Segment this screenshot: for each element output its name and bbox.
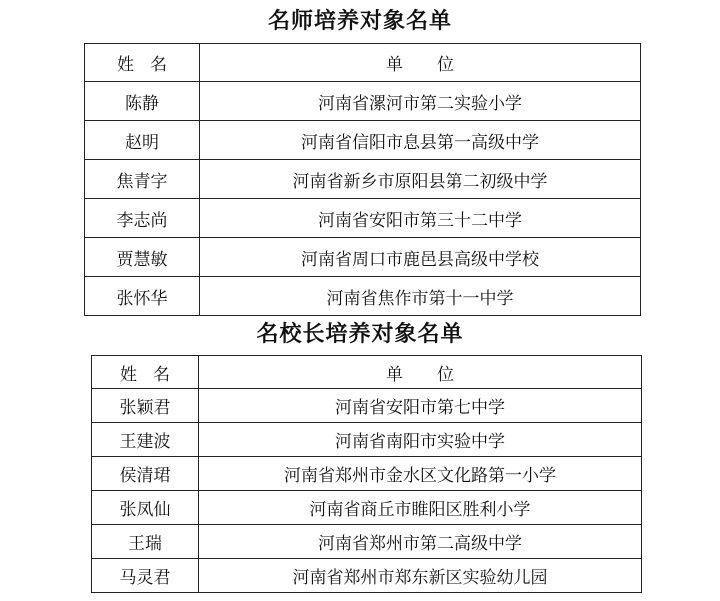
unit-cell: 河南省安阳市第三十二中学: [200, 199, 641, 238]
name-cell: 张凤仙: [92, 491, 199, 525]
name-cell: 赵明: [85, 121, 200, 160]
table-header-row: [92, 356, 642, 389]
unit-cell: 河南省商丘市睢阳区胜利小学: [199, 491, 642, 525]
column-header-unit: [199, 356, 642, 389]
unit-cell: 河南省郑州市金水区文化路第一小学: [199, 457, 642, 491]
header-unit-char-2: 位: [437, 364, 454, 385]
column-header-unit: [200, 44, 641, 82]
header-name-char-2: 名: [150, 55, 167, 75]
table-row: [85, 160, 641, 199]
teacher-roster-table: [84, 43, 641, 316]
table-row: [92, 525, 642, 559]
table-row: [92, 559, 642, 593]
name-cell: 张怀华: [85, 277, 200, 316]
table-row: [92, 457, 642, 491]
name-cell: 陈静: [85, 82, 200, 121]
unit-cell: 河南省漯河市第二实验小学: [200, 82, 641, 121]
unit-cell: 河南省焦作市第十一中学: [200, 277, 641, 316]
header-name-char-1: 姓: [120, 364, 137, 385]
name-cell: 王瑞: [92, 525, 199, 559]
name-cell: 张颖君: [92, 389, 199, 423]
unit-cell: 河南省安阳市第七中学: [199, 389, 642, 423]
unit-cell: 河南省信阳市息县第一高级中学: [200, 121, 641, 160]
header-unit-char-1: 单: [386, 55, 403, 75]
table-row: [85, 199, 641, 238]
table-row: [85, 82, 641, 121]
table-row: [92, 491, 642, 525]
table-row: [92, 389, 642, 423]
principal-roster-table: [91, 355, 642, 593]
unit-cell: 河南省南阳市实验中学: [199, 423, 642, 457]
table-row: [92, 423, 642, 457]
list-title-teachers: 名师培养对象名单: [267, 9, 452, 34]
name-cell: 马灵君: [92, 559, 199, 593]
header-name-char-2: 名: [153, 364, 170, 385]
name-cell: 贾慧敏: [85, 238, 200, 277]
table-row: [85, 238, 641, 277]
header-unit-char-2: 位: [437, 55, 454, 75]
column-header-name: [85, 44, 200, 82]
name-cell: 侯清珺: [92, 457, 199, 491]
table-row: [85, 277, 641, 316]
unit-cell: 河南省周口市鹿邑县高级中学校: [200, 238, 641, 277]
list-title-principals: 名校长培养对象名单: [256, 322, 464, 347]
name-cell: 王建波: [92, 423, 199, 457]
header-name-char-1: 姓: [117, 55, 134, 75]
table-row: [85, 121, 641, 160]
unit-cell: 河南省郑州市郑东新区实验幼儿园: [199, 559, 642, 593]
column-header-name: [92, 356, 199, 389]
name-cell: 焦青字: [85, 160, 200, 199]
header-unit-char-1: 单: [386, 364, 403, 385]
table-header-row: [85, 44, 641, 82]
unit-cell: 河南省新乡市原阳县第二初级中学: [200, 160, 641, 199]
name-cell: 李志尚: [85, 199, 200, 238]
unit-cell: 河南省郑州市第二高级中学: [199, 525, 642, 559]
